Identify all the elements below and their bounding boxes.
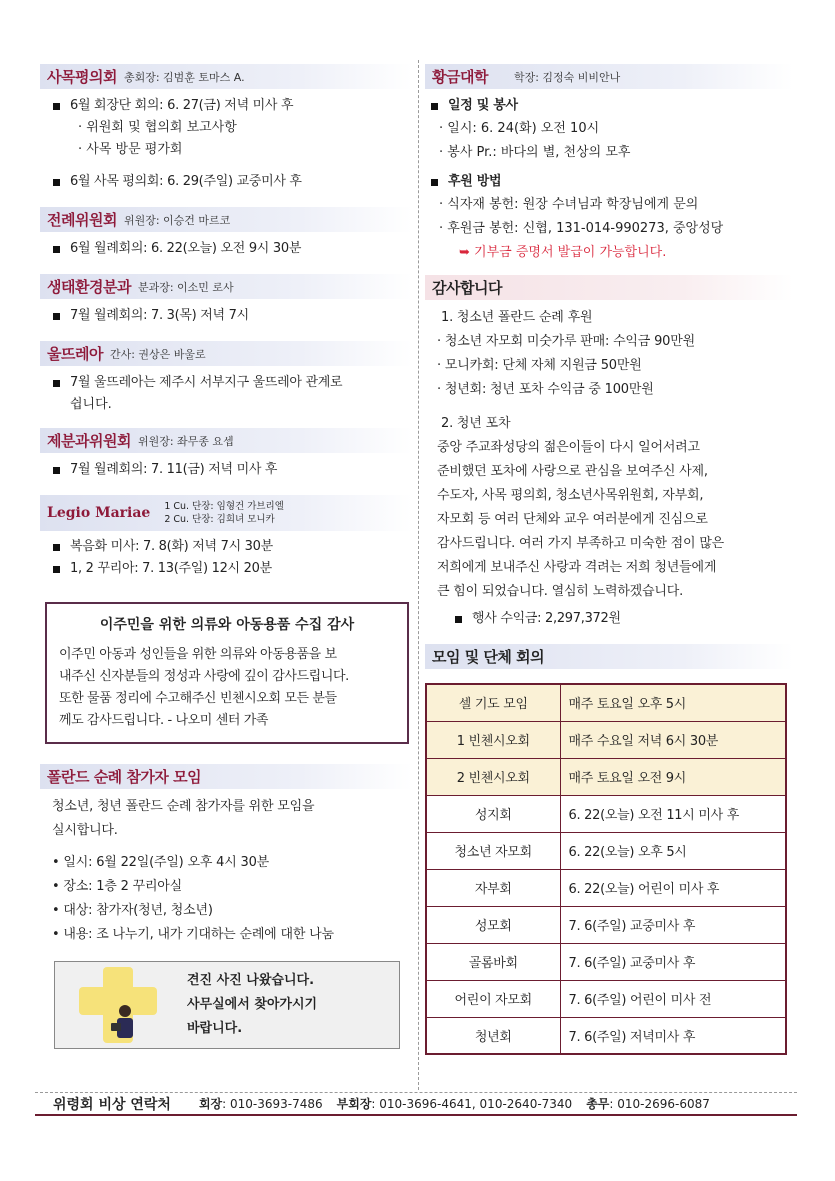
section-title: 모임 및 단체 회의 <box>432 648 545 666</box>
item-text: 후원 방법 <box>448 174 502 189</box>
section-subtitle <box>164 500 284 526</box>
list-item <box>40 171 412 193</box>
notice-title: 이주민을 위한 의류와 아동용품 수집 감사 <box>99 617 355 633</box>
list-item <box>40 459 412 481</box>
thanks-heading: 1. 청소년 폴란드 순례 후원 <box>441 310 593 325</box>
item-text: 7월 월례회의: 7. 3(목) 저녁 7시 <box>70 308 249 323</box>
meeting-time: 6. 22(오늘) 오후 5시 <box>560 832 786 869</box>
meeting-name: 청년회 <box>426 1017 560 1054</box>
square-bullet-icon <box>455 616 462 623</box>
sub-item: · 위원회 및 협의회 보고사항 <box>78 120 237 135</box>
meeting-name: 1 빈첸시오회 <box>426 721 560 758</box>
income-item <box>425 608 793 630</box>
sub-item: · 식자재 봉헌: 원장 수녀님과 학장님에게 문의 <box>439 197 699 212</box>
sub-item: · 봉사 Pr.: 바다의 별, 천상의 모후 <box>439 145 631 160</box>
meeting-time: 7. 6(주일) 어린이 미사 전 <box>560 980 786 1017</box>
thanks-text: 준비했던 포차에 사랑으로 관심을 보여주신 사제, <box>437 464 708 479</box>
meeting-name: 셀 기도 모임 <box>426 684 560 721</box>
photo-line: 견진 사진 나왔습니다. <box>187 973 315 988</box>
square-bullet-icon <box>53 246 60 253</box>
table-row <box>426 721 786 758</box>
list-heading <box>425 95 793 117</box>
section-header-jebun <box>40 428 412 453</box>
contact-value: : 010-3696-4641, 010-2640-7340 <box>371 1096 573 1111</box>
notice-line: 께도 감사드립니다. - 나오미 센터 가족 <box>59 713 269 728</box>
table-row <box>426 758 786 795</box>
section-header-ulle <box>40 341 412 366</box>
thanks-text: 중앙 주교좌성당의 젊은이들이 다시 일어서려고 <box>437 440 700 455</box>
meeting-name: 골롬바회 <box>426 943 560 980</box>
section-header-golden <box>425 64 793 89</box>
list-item <box>40 372 412 394</box>
detail-line: • 장소: 1층 2 꾸리아실 <box>52 879 183 894</box>
section-header-samok <box>40 64 412 89</box>
section-subtitle: 분과장: 이소민 로사 <box>137 280 234 294</box>
table-row <box>426 869 786 906</box>
section-subtitle: 위원장: 이승건 마르코 <box>123 213 231 227</box>
photo-line: 사무실에서 찾아가시기 <box>187 997 318 1012</box>
thanks-item: · 청년회: 청년 포차 수익금 중 100만원 <box>437 382 654 397</box>
meeting-time: 6. 22(오늘) 오전 11시 미사 후 <box>560 795 786 832</box>
item-text: 7월 울뜨레아는 제주시 서부지구 울뜨레아 관계로 <box>70 375 343 390</box>
meeting-name: 어린이 자모회 <box>426 980 560 1017</box>
contact-label: 회장 <box>198 1097 223 1111</box>
list-item <box>40 305 412 327</box>
thanks-item: · 청소년 자모회 미숫가루 판매: 수익금 90만원 <box>437 334 695 349</box>
meeting-time: 6. 22(오늘) 어린이 미사 후 <box>560 869 786 906</box>
section-title: 감사합니다 <box>432 279 502 297</box>
photo-notice-box <box>54 961 400 1049</box>
sub-item: · 사목 방문 평가회 <box>78 142 183 157</box>
section-header-poland <box>40 764 412 789</box>
list-item <box>40 238 412 260</box>
item-text: 6월 월례회의: 6. 22(오늘) 오전 9시 30분 <box>70 241 302 256</box>
right-column <box>425 64 793 1055</box>
left-column <box>40 64 412 1049</box>
thanks-text: 큰 힘이 되었습니다. 열심히 노력하겠습니다. <box>437 584 684 599</box>
table-row <box>426 906 786 943</box>
meeting-time: 7. 6(주일) 교중미사 후 <box>560 906 786 943</box>
thanks-text: 저희에게 보내주신 사랑과 격려는 저희 청년들에게 <box>437 560 717 575</box>
footer-contacts <box>35 1092 797 1116</box>
detail-line: • 일시: 6월 22일(주일) 오후 4시 30분 <box>52 855 269 870</box>
list-item <box>40 536 412 558</box>
detail-line: • 대상: 참가자(청년, 청소년) <box>52 903 213 918</box>
section-title: 폴란드 순례 참가자 모임 <box>47 768 202 786</box>
meeting-time: 매주 수요일 저녁 6시 30분 <box>560 721 786 758</box>
square-bullet-icon <box>53 179 60 186</box>
section-title: 생태환경분과 <box>47 278 131 296</box>
section-title: 황금대학 <box>432 68 488 86</box>
detail-line: • 내용: 조 나누기, 내가 기대하는 순례에 대한 나눔 <box>52 927 334 942</box>
table-row <box>426 1017 786 1054</box>
thanks-text: 자모회 등 여러 단체와 교우 여러분에게 진심으로 <box>437 512 708 527</box>
contact-label: 총무 <box>586 1097 610 1111</box>
square-bullet-icon <box>53 544 60 551</box>
table-row <box>426 980 786 1017</box>
table-row <box>426 684 786 721</box>
photo-line: 바랍니다. <box>187 1021 243 1036</box>
contact-value: : 010-3693-7486 <box>222 1096 323 1111</box>
meeting-name: 성모회 <box>426 906 560 943</box>
section-header-liturgy <box>40 207 412 232</box>
square-bullet-icon <box>53 313 60 320</box>
thanks-heading: 2. 청년 포차 <box>441 416 511 431</box>
list-item <box>40 558 412 580</box>
item-text: 일정 및 봉사 <box>448 98 518 113</box>
section-subtitle: 위원장: 좌무종 요셉 <box>137 434 234 448</box>
section-title: Legio Mariae <box>47 505 151 521</box>
section-subtitle: 총회장: 김범훈 토마스 A. <box>123 70 245 84</box>
photo-notice-text <box>187 969 317 1041</box>
contact-label: 부회장 <box>336 1097 372 1111</box>
meeting-time: 7. 6(주일) 교중미사 후 <box>560 943 786 980</box>
table-row <box>426 832 786 869</box>
list-heading <box>425 171 793 193</box>
meeting-time: 7. 6(주일) 저녁미사 후 <box>560 1017 786 1054</box>
donation-receipt-note: ➥ 기부금 증명서 발급이 가능합니다. <box>459 245 667 260</box>
curia-2-leader: 2 Cu. 단장: 김희녀 모니카 <box>164 514 275 525</box>
section-subtitle: 학장: 김정숙 비비안나 <box>513 70 621 84</box>
meeting-name: 성지회 <box>426 795 560 832</box>
square-bullet-icon <box>53 566 60 573</box>
paragraph-line: 실시합니다. <box>52 823 118 838</box>
meeting-name: 청소년 자모회 <box>426 832 560 869</box>
section-title: 울뜨레아 <box>47 345 103 363</box>
meeting-name: 2 빈첸시오회 <box>426 758 560 795</box>
meeting-time: 매주 토요일 오전 9시 <box>560 758 786 795</box>
contact-value: : 010-2696-6087 <box>609 1096 710 1111</box>
meetings-table <box>425 683 787 1055</box>
square-bullet-icon <box>431 103 438 110</box>
section-header-legio <box>40 495 412 531</box>
notice-line: 또한 물품 정리에 수고해주신 빈첸시오회 모든 분들 <box>59 691 337 706</box>
paragraph-line: 청소년, 청년 폴란드 순례 참가자를 위한 모임을 <box>52 799 315 814</box>
square-bullet-icon <box>431 179 438 186</box>
curia-1-leader: 1 Cu. 단장: 임형건 가브리엘 <box>164 501 284 512</box>
item-text: 6월 사목 평의회: 6. 29(주일) 교중미사 후 <box>70 174 302 189</box>
square-bullet-icon <box>53 103 60 110</box>
column-divider <box>418 60 419 1090</box>
list-item <box>40 95 412 117</box>
meeting-time: 매주 토요일 오후 5시 <box>560 684 786 721</box>
cross-with-person-icon <box>73 963 163 1047</box>
item-text: 1, 2 꾸리아: 7. 13(주일) 12시 20분 <box>70 561 272 576</box>
section-subtitle: 간사: 권상은 바울로 <box>109 347 206 361</box>
footer-title: 위령회 비상 연락처 <box>53 1096 171 1113</box>
item-text: 복음화 미사: 7. 8(화) 저녁 7시 30분 <box>70 539 273 554</box>
notice-line: 내주신 신자분들의 정성과 사랑에 깊이 감사드립니다. <box>59 669 349 684</box>
item-text: 6월 회장단 회의: 6. 27(금) 저녁 미사 후 <box>70 98 294 113</box>
thanks-text: 감사드립니다. 여러 가지 부족하고 미숙한 점이 많은 <box>437 536 725 551</box>
table-row <box>426 943 786 980</box>
sub-item: · 일시: 6. 24(화) 오전 10시 <box>439 121 600 136</box>
thanks-text: 수도자, 사목 평의회, 청소년사목위원회, 자부회, <box>437 488 704 503</box>
section-header-thanks <box>425 275 793 300</box>
notice-box <box>45 602 409 744</box>
square-bullet-icon <box>53 380 60 387</box>
notice-line: 이주민 아동과 성인들을 위한 의류와 아동용품을 보 <box>59 647 337 662</box>
square-bullet-icon <box>53 467 60 474</box>
item-text: 행사 수익금: 2,297,372원 <box>472 611 621 626</box>
item-text: 7월 월례회의: 7. 11(금) 저녁 미사 후 <box>70 462 278 477</box>
item-continuation: 쉽니다. <box>70 397 112 412</box>
section-title: 제분과위원회 <box>47 432 131 450</box>
thanks-item: · 모니카회: 단체 자체 지원금 50만원 <box>437 358 642 373</box>
section-header-meetings <box>425 644 793 669</box>
section-title: 전례위원회 <box>47 211 117 229</box>
table-row <box>426 795 786 832</box>
section-header-eco <box>40 274 412 299</box>
meeting-name: 자부회 <box>426 869 560 906</box>
section-title: 사목평의회 <box>47 68 117 86</box>
sub-item: · 후원금 봉헌: 신협, 131-014-990273, 중앙성당 <box>439 221 724 236</box>
